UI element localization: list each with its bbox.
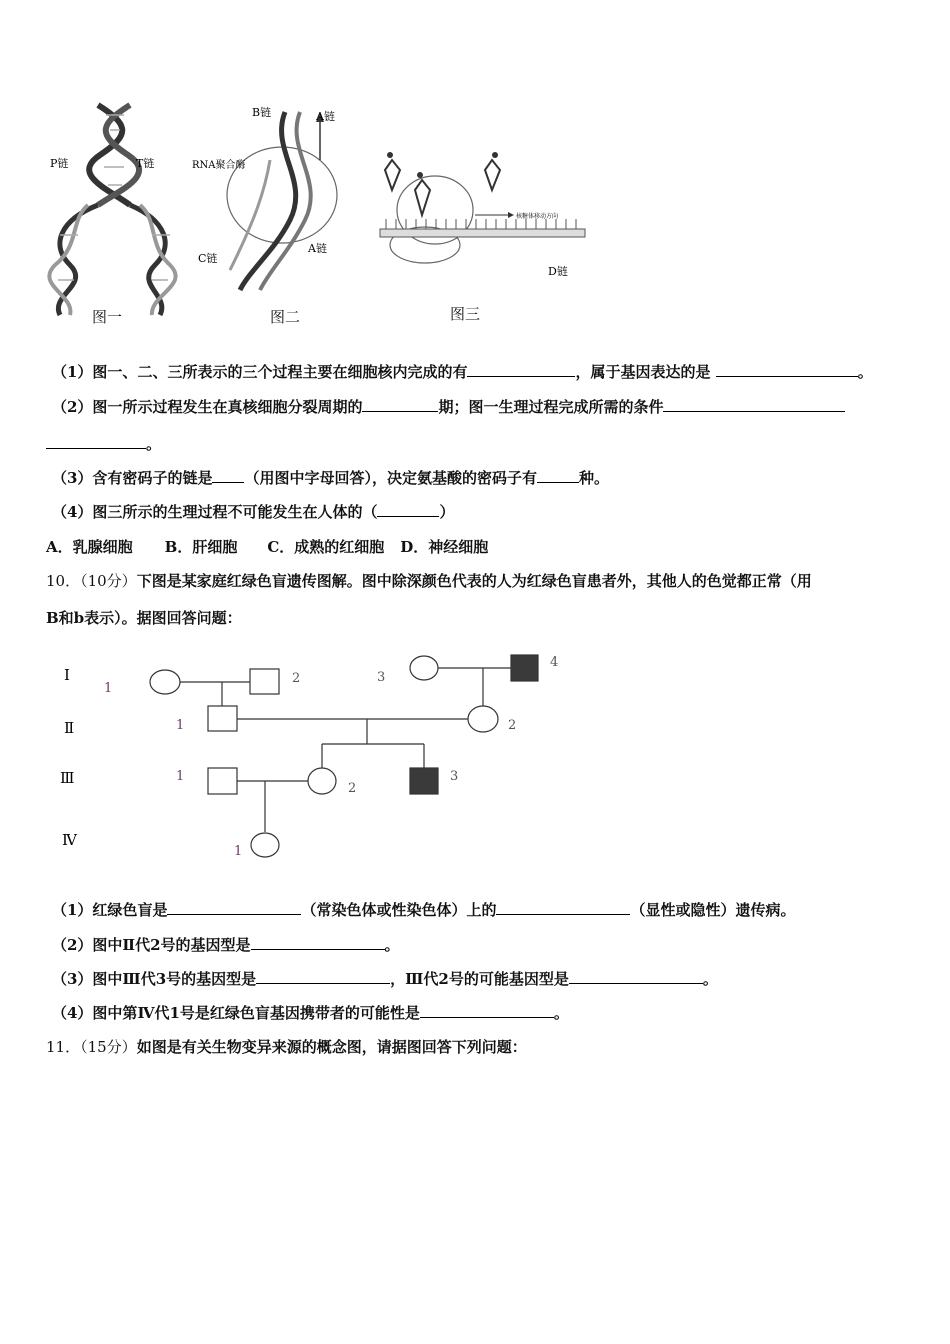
translation-diagram — [360, 145, 600, 285]
q9-sub4-blank[interactable] — [377, 502, 439, 517]
gen-label-III: Ⅲ — [60, 769, 75, 787]
q10-sub3-blank2[interactable] — [569, 969, 703, 984]
label-III1: 1 — [176, 769, 185, 784]
q9-sub2-blank2-cont[interactable] — [46, 434, 146, 449]
q11-number: 11． — [46, 1038, 81, 1056]
q9-option-c[interactable]: C．成熟的红细胞 — [267, 538, 385, 556]
pedigree-I2-male — [250, 669, 279, 694]
pedigree-I4-affected-male — [511, 655, 538, 681]
q11-stem: 11．（15分）如图是有关生物变异来源的概念图，请据图回答下列问题： — [46, 1038, 527, 1056]
q11-score: （15分） — [80, 1038, 137, 1056]
transcription-diagram — [190, 100, 360, 300]
q10-sub1-blank1[interactable] — [167, 900, 301, 915]
label-IV1: 1 — [234, 844, 243, 859]
q10-number: 10． — [46, 572, 81, 590]
q10-sub1: （1）红绿色盲是 （常染色体或性染色体）上的 （显性或隐性）遗传病。 — [52, 901, 796, 919]
c-chain-label: C链 — [198, 252, 218, 265]
figure-one-caption: 图一 — [92, 308, 123, 326]
figure-two-caption: 图二 — [270, 308, 301, 326]
ribosome-direction-label: 核糖体移动方向 — [516, 213, 559, 220]
q10-stem-line1: 10．（10分）下图是某家庭红绿色盲遗传图解。图中除深颜色代表的人为红绿色盲患者外，其他人的色觉都正常（用 — [46, 572, 812, 590]
pedigree-II2-female — [468, 706, 498, 732]
q9-sub2-cont: 。 — [46, 433, 161, 454]
pedigree-svg — [50, 640, 610, 870]
t-chain-label: T链 — [136, 157, 155, 170]
label-III3: 3 — [450, 769, 459, 784]
q10-sub3: （3）图中Ⅲ代3号的基因型是 ，Ⅲ代2号的可能基因型是 。 — [52, 970, 718, 988]
q10-sub1-blank2[interactable] — [496, 900, 630, 915]
q9-sub1-blank1[interactable] — [467, 362, 575, 377]
q10-sub4-blank[interactable] — [420, 1003, 554, 1018]
dna-replication-diagram — [40, 95, 190, 335]
q10-sub2: （2）图中Ⅱ代2号的基因型是 。 — [52, 936, 400, 954]
pedigree-III2-female — [308, 768, 336, 794]
label-I1: 1 — [104, 681, 113, 696]
gen-label-II: Ⅱ — [64, 719, 75, 737]
label-I4: 4 — [550, 655, 559, 670]
q9-sub3-blank1[interactable] — [212, 468, 244, 483]
pedigree-chart — [50, 640, 610, 870]
q9-sub1-blank2[interactable] — [716, 362, 858, 377]
q9-sub2: （2）图一所示过程发生在真核细胞分裂周期的 期；图一生理过程完成所需的条件 — [52, 396, 845, 417]
q9-option-b[interactable]: B．肝细胞 — [164, 538, 238, 556]
label-I2: 2 — [292, 671, 301, 686]
figure-three-caption: 图三 — [450, 305, 481, 323]
q9-sub3: （3）含有密码子的链是 （用图中字母回答），决定氨基酸的密码子有 种。 — [52, 469, 609, 487]
pedigree-III1-male — [208, 768, 237, 794]
label-II1: 1 — [176, 718, 185, 733]
a-chain-top-label: A链 — [316, 110, 335, 123]
q9-sub3-blank2[interactable] — [537, 468, 579, 483]
q10-sub3-blank1[interactable] — [256, 969, 390, 984]
figure-three — [360, 145, 600, 285]
q9-option-a[interactable]: A．乳腺细胞 — [46, 538, 133, 556]
figure-two — [190, 100, 360, 300]
label-III2: 2 — [348, 781, 357, 796]
q9-sub2-blank2[interactable] — [663, 397, 845, 412]
gen-label-I: Ⅰ — [64, 666, 70, 684]
b-chain-label: B链 — [252, 106, 272, 119]
p-chain-label: P链 — [50, 157, 69, 170]
q10-score: （10分） — [80, 572, 137, 590]
gen-label-IV: Ⅳ — [62, 831, 77, 849]
label-I3: 3 — [377, 670, 386, 685]
figure-one — [40, 95, 190, 335]
pedigree-I1-female — [150, 670, 180, 694]
q10-sub4: （4）图中第Ⅳ代1号是红绿色盲基因携带者的可能性是 。 — [52, 1004, 569, 1022]
q10-sub2-blank[interactable] — [251, 935, 385, 950]
a-chain-bottom-label: A链 — [308, 242, 327, 255]
pedigree-I3-female — [410, 656, 438, 680]
pedigree-II1-male — [208, 706, 237, 731]
pedigree-III3-affected-male — [410, 768, 438, 794]
label-II2: 2 — [508, 718, 517, 733]
q9-options — [46, 536, 488, 557]
d-chain-label: D链 — [548, 265, 568, 278]
q10-stem-line2: B和b表示）。据图回答问题： — [46, 609, 242, 627]
q9-sub1: （1）图一、二、三所表示的三个过程主要在细胞核内完成的有 ，属于基因表达的是 。 — [52, 363, 873, 381]
q9-option-d[interactable]: D．神经细胞 — [400, 538, 489, 556]
q9-sub4: （4）图三所示的生理过程不可能发生在人体的（ ） — [52, 503, 455, 521]
rna-polymerase-label: RNA聚合酶 — [192, 160, 246, 171]
pedigree-IV1-female — [251, 833, 279, 857]
q9-sub2-blank1[interactable] — [362, 397, 438, 412]
